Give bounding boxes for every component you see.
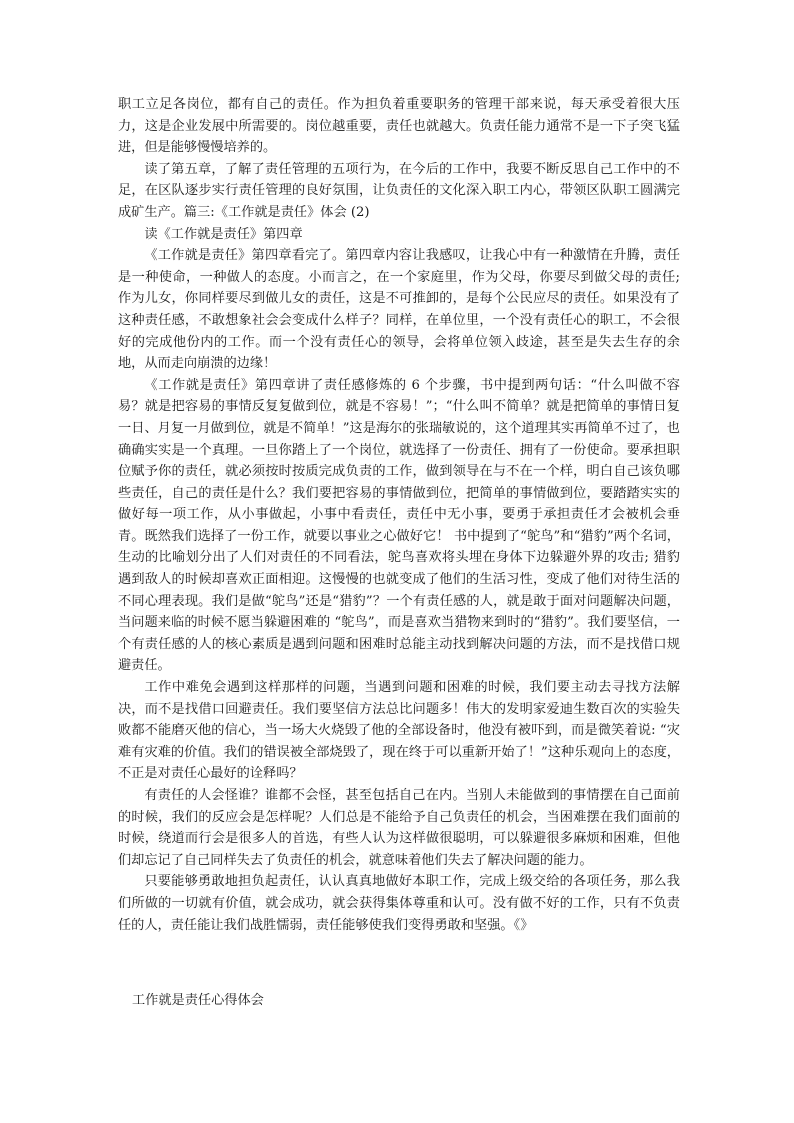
paragraph: 职工立足各岗位，都有自己的责任。作为担负着重要职务的管理干部来说，每天承受着很大压力，这是企业发展中所需要的。岗位越重要，责任也就越大。负责任能力通常不是一下子突飞猛进，但是能够慢慢培养的。 — [118, 97, 680, 156]
paragraph: 有责任的人会怪谁？谁都不会怪，甚至包括自己在内。当别人未能做到的事情摆在自己面前的时候，我们的反应会是怎样呢？人们总是不能给予自己负责任的机会，当困难摆在我们面前的时候，绕道而行会是很多人的首选，有些人认为这样做很聪明，可以躲避很多麻烦和困难，但他们却忘记了自己同样失去了负责任的机会，就意味着他们失去了解决问题的能力。 — [118, 788, 680, 868]
paragraph: 只要能够勇敢地担负起责任，认认真真地做好本职工作，完成上级交给的各项任务，那么我们所做的一切就有价值，就会成功，就会获得集体尊重和认可。没有做不好的工作，只有不负责任的人，责任能让我们战胜懦弱，责任能够使我们变得勇敢和坚强。《》 — [118, 874, 680, 933]
paragraph: 《工作就是责任》第四章讲了责任感修炼的 6 个步骤，书中提到两句话：“什么叫做不容易？就是把容易的事情反复复做到位，就是不容易！”；“什么叫不简单？就是把简单的事情日复一日、月复一月做到位，就是不简单！”这是海尔的张瑞敏说的，这个道理其实再简单不过了，也确确实实是一个真理。一旦你踏上了一个岗位，就选择了一份责任、拥有了一份使命。要承担职位赋予你的责任，就必须按时按质完成负责的工作，做到领导在与不在一个样，明白自己该负哪些责任，自己的责任是什么？我们要把容易的事情做到位，把简单的事情做到位，要踏踏实实的做好每一项工作，从小事做起，小事中看责任，责任中无小事，要勇于承担责任才会被机会垂青。既然我们选择了一份工作，就要以事业之心做好它！ 书中提到了“鸵鸟”和“猎豹”两个名词，生动的比喻划分出了人们对责任的不同看法，鸵鸟喜欢将头埋在身体下边躲避外界的攻击; 猎豹遇到敌人的时候却喜欢正面相迎。这慢慢的也就变成了他们的生活习性，变成了他们对待生活的不同心理表现。我们是做“鸵鸟”还是“猎豹”？一个有责任感的人，就是敢于面对问题解决问题，当问题来临的时候不愿当躲避困难的 “鸵鸟”，而是喜欢当猎物来到时的“猎豹”。我们要坚信，一个有责任感的人的核心素质是遇到问题和困难时总能主动找到解决问题的方法，而不是找借口规避责任。 — [118, 377, 680, 674]
document-body — [118, 94, 680, 936]
paragraph: 读了第五章，了解了责任管理的五项行为，在今后的工作中，我要不断反思自己工作中的不足，在区队逐步实行责任管理的良好氛围，让负责任的文化深入职工内心，带领区队职工圆满完成矿生产。篇三:《工作就是责任》体会 (2) — [118, 161, 680, 220]
section-heading: 读《工作就是责任》第四章 — [144, 226, 303, 242]
paragraph: 《工作就是责任》第四章看完了。第四章内容让我感叹，让我心中有一种激情在升腾，责任是一种使命，一种做人的态度。小而言之，在一个家庭里，作为父母，你要尽到做父母的责任; 作为儿女，你同样要尽到做儿女的责任，这是不可推卸的，是每个公民应尽的责任。如果没有了这种责任感，不敢想象社会会变成什么样子？同样，在单位里，一个没有责任心的职工，不会很好的完成他份内的工作。而一个没有责任心的领导，会将单位领入歧途，甚至是失去生存的余地，从而走向崩溃的边缘！ — [118, 248, 680, 372]
paragraph: 工作中难免会遇到这样那样的问题，当遇到问题和困难的时候，我们要主动去寻找方法解决，而不是找借口回避责任。我们要坚信方法总比问题多！伟大的发明家爱迪生数百次的实验失败都不能磨灭他的信心，当一场大火烧毁了他的全部设备时，他没有被吓到，而是微笑着说: “灾难有灾难的价值。我们的错误被全部烧毁了，现在终于可以重新开始了！”这种乐观向上的态度，不正是对责任心最好的诠释吗？ — [118, 680, 680, 782]
document-title: 工作就是责任心得体会 — [132, 993, 264, 1008]
